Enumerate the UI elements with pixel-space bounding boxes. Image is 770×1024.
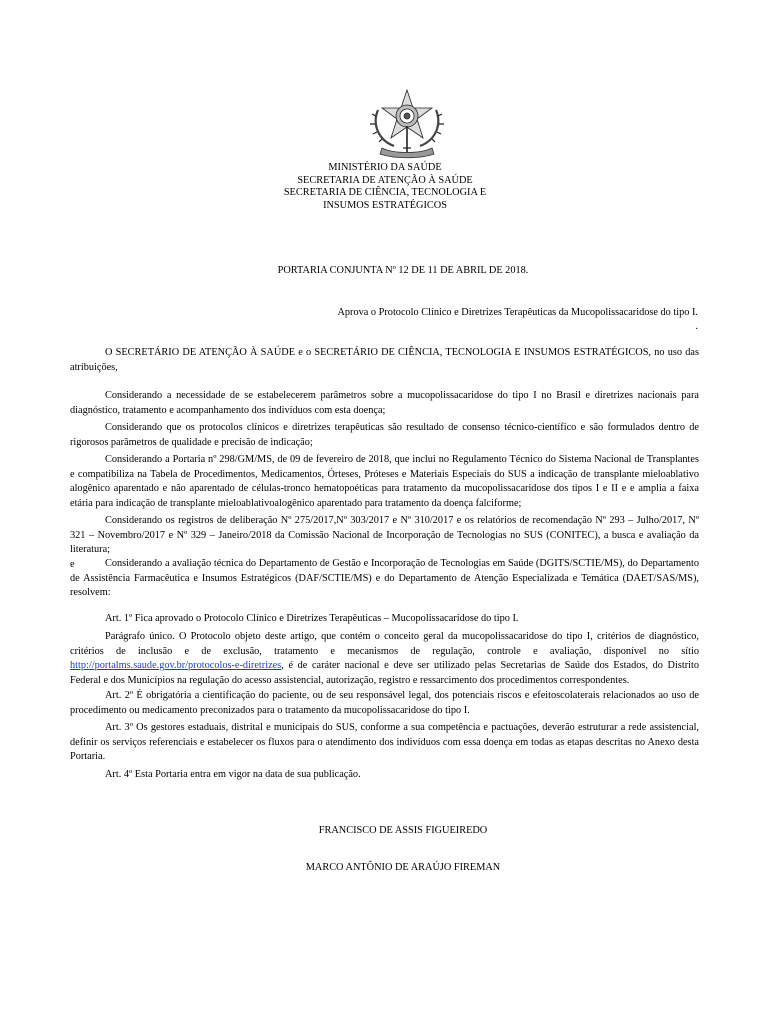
conjunction-e: e [70,558,75,570]
paragrafo-block [70,630,699,688]
article-3: Art. 3º Os gestores estaduais, distrital e municipais do SUS, conforme a sua competência e pactuações, deverão estruturar a rede assistencial, definir os serviços referenciais e estabelecer os fluxos para o atendimento dos indivíduos com essa doença em todas as etapas descritas no Anexo desta Portaria. [70,722,699,763]
header-line-sctie: SECRETARIA DE CIÊNCIA, TECNOLOGIA E [283,187,487,199]
header-line-insumos: INSUMOS ESTRATÉGICOS [323,199,447,211]
coat-of-arms-icon [366,88,448,160]
paragrafo-text-after: , é de caráter nacional e deve ser utilizado pelas Secretarias de Saúde dos Estados, do Distrito Federal e dos Municípios na regulação do acesso assistencial, autorização, registro e ressarcimento dos procedimentos correspondentes. [70,660,699,686]
ementa-dot: . [695,321,698,332]
considerando-5-block [70,557,699,601]
considerando-5: Considerando a avaliação técnica do Departamento de Gestão e Incorporação de Tecnologias em Saúde (DGITS/SCTIE/MS), do Departamento de Assistência Farmacêutica e Insumos Estratégicos (DAF/SCTIE/MS) e do Departamento de Atenção Especializada e Temática (DAET/SAS/MS), resolvem: [70,558,699,599]
considerando-1: Considerando a necessidade de se estabelecerem parâmetros sobre a mucopolissacaridose do tipo I no Brasil e diretrizes nacionais para diagnóstico, tratamento e acompanhamento dos indivíduos com esta doença; [70,390,699,416]
ementa [337,306,698,334]
considerando-2-block [70,421,699,450]
article-1: Art. 1º Fica aprovado o Protocolo Clínico e Diretrizes Terapêuticas – Mucopolissacaridose do tipo I. [105,613,519,624]
ministry-header [0,162,770,212]
signature-francisco: FRANCISCO DE ASSIS FIGUEIREDO [318,825,488,836]
art1-block [70,612,699,627]
ementa-text: Aprova o Protocolo Clínico e Diretrizes Terapêuticas da Mucopolissacaridose do tipo I. [337,307,698,318]
article-2: Art. 2º É obrigatória a cientificação do paciente, ou de seu responsável legal, dos potenciais riscos e efeitoscolaterais relacionados ao uso de procedimento ou medicamento preconizados para o tratamento da mucopolissacaridose do tipo I. [70,690,699,716]
considerando-2: Considerando que os protocolos clínicos e diretrizes terapêuticas são resultado de consenso técnico-científico e são formulados dentro de rigorosos parâmetros de qualidade e precisão de indicação; [70,422,699,448]
preamble: O SECRETÁRIO DE ATENÇÃO À SAÚDE e o SECRETÁRIO DE CIÊNCIA, TECNOLOGIA E INSUMOS ESTRATÉGICOS, no uso das atribuições, [70,347,699,373]
art3-block [70,721,699,765]
considerando-1-block [70,389,699,418]
preamble-block [70,346,699,375]
considerando-3: Considerando a Portaria nº 298/GM/MS, de 09 de fevereiro de 2018, que inclui no Regulamento Técnico do Sistema Nacional de Transplantes e compatibiliza na Tabela de Procedimentos, Medicamentos, Órteses, Próteses e Materiais Especiais do SUS a indicação de transplante mieloablativo alogênico aparentado e não aparentado de células-tronco hematopoéticas para tratamento da mucopolissacaridose dos tipos I e II e e amplia a faixa etária para indicação de transplante mieloablativoalogênico aparentado para tratamento da doença falciforme; [70,454,699,509]
header-line-ministry: MINISTÉRIO DA SAÚDE [328,162,442,173]
paragrafo-unico [70,630,699,688]
art2-block [70,689,699,718]
article-4: Art. 4º Esta Portaria entra em vigor na data de sua publicação. [105,769,361,780]
paragrafo-text-before: Parágrafo único. O Protocolo objeto deste artigo, que contém o conceito geral da mucopolissacaridose do tipo I, critérios de diagnóstico, critérios de inclusão e de exclusão, tratamento e mecanismos de regulação, controle e avaliação, disponível no sítio [70,631,699,657]
considerando-3-block [70,453,699,511]
signature-marco: MARCO ANTÔNIO DE ARAÚJO FIREMAN [305,862,501,873]
art4-block [70,768,699,783]
considerando-4: Considerando os registros de deliberação Nº 275/2017,Nº 303/2017 e Nº 310/2017 e os relatórios de recomendação Nº 293 – Julho/2017, Nº 321 – Novembro/2017 e Nº 329 – Janeiro/2018 da Comissão Nacional de Incorporação de Tecnologias no SUS (CONITEC), a busca e avaliação da literatura; [70,515,699,556]
header-line-sas: SECRETARIA DE ATENÇÃO À SAÚDE [297,174,473,186]
document-title: PORTARIA CONJUNTA Nº 12 DE 11 DE ABRIL DE 2018. [277,265,529,276]
protocols-link[interactable]: http://portalms.saude.gov.br/protocolos-e-diretrizes [70,660,282,672]
